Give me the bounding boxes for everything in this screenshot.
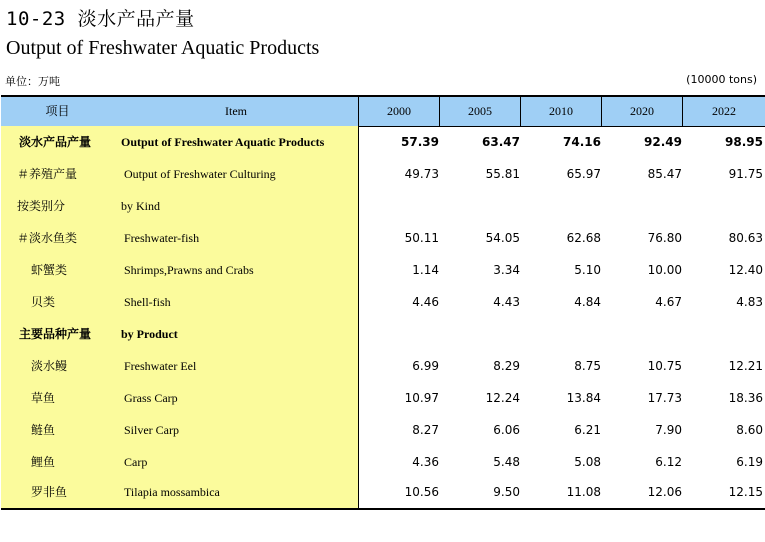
cell-2022: 12.21: [728, 359, 763, 373]
row-label-cn: 贝类: [31, 295, 56, 309]
cell-2005: 6.06: [493, 423, 520, 437]
row-label-en: Output of Freshwater Aquatic Products: [121, 135, 325, 149]
table-row: [1, 446, 765, 478]
cell-2000: 4.46: [412, 295, 439, 309]
table-row: [1, 254, 765, 286]
table-header-row: [1, 97, 765, 127]
unit-label-cn: 单位：万吨: [5, 75, 60, 88]
table-row: [1, 158, 765, 190]
cell-2010: 62.68: [566, 231, 601, 245]
header-cell-2020: 2020: [602, 97, 683, 126]
cell-2010: 11.08: [566, 485, 601, 499]
table-row: [1, 382, 765, 414]
row-label-en: Tilapia mossambica: [124, 485, 220, 499]
cell-2020: 4.67: [655, 295, 682, 309]
cell-2005: 5.48: [493, 455, 520, 469]
cell-2022: 8.60: [736, 423, 763, 437]
row-label-cn: 虾蟹类: [31, 263, 68, 277]
cell-2000: 10.56: [404, 485, 439, 499]
cell-2022: 6.19: [736, 455, 763, 469]
header-cell-2005: 2005: [440, 97, 521, 126]
row-label-cn: 主要品种产量: [19, 327, 92, 341]
row-label-en: Carp: [124, 455, 148, 469]
row-label-cn: 按类别分: [17, 199, 66, 213]
cell-2010: 65.97: [566, 167, 601, 181]
header-cell-item-en: Item: [114, 97, 359, 126]
table-title-cn: 10-23 淡水产品产量: [6, 8, 195, 30]
cell-2022: 98.95: [725, 135, 763, 149]
cell-2010: 5.08: [574, 455, 601, 469]
row-label-en: Silver Carp: [124, 423, 179, 437]
cell-2022: 18.36: [728, 391, 763, 405]
row-label-en: Output of Freshwater Culturing: [124, 167, 276, 181]
cell-2000: 6.99: [412, 359, 439, 373]
row-label-cn: 淡水产品产量: [19, 135, 92, 149]
row-label-cn: 鲤鱼: [31, 455, 56, 469]
row-label-cn: 鲢鱼: [31, 423, 56, 437]
cell-2005: 54.05: [485, 231, 520, 245]
header-cell-item-cn: 项目: [45, 104, 70, 118]
cell-2022: 80.63: [728, 231, 763, 245]
table-row: [1, 350, 765, 382]
cell-2022: 12.15: [728, 485, 763, 499]
cell-2022: 4.83: [736, 295, 763, 309]
cell-2020: 12.06: [647, 485, 682, 499]
row-label-en: Shrimps,Prawns and Crabs: [124, 263, 254, 277]
row-label-cn: ＃淡水鱼类: [17, 231, 78, 245]
cell-2000: 49.73: [404, 167, 439, 181]
cell-2005: 12.24: [485, 391, 520, 405]
header-cell-2000: 2000: [359, 97, 440, 126]
cell-2020: 6.12: [655, 455, 682, 469]
cell-2022: 12.40: [728, 263, 763, 277]
table-row: [1, 222, 765, 254]
row-label-cn: 罗非鱼: [31, 485, 68, 499]
cell-2020: 17.73: [647, 391, 682, 405]
cell-2020: 76.80: [647, 231, 682, 245]
cell-2010: 5.10: [574, 263, 601, 277]
cell-2005: 4.43: [493, 295, 520, 309]
row-label-cn: 淡水鳗: [31, 359, 68, 373]
cell-2000: 4.36: [412, 455, 439, 469]
cell-2020: 85.47: [647, 167, 682, 181]
table-row: [1, 318, 765, 350]
table-row: [1, 286, 765, 318]
cell-2010: 8.75: [574, 359, 601, 373]
row-label-en: Grass Carp: [124, 391, 178, 405]
cell-2005: 8.29: [493, 359, 520, 373]
cell-2000: 50.11: [404, 231, 439, 245]
row-label-en: by Kind: [121, 199, 160, 213]
cell-2000: 1.14: [412, 263, 439, 277]
row-label-en: Freshwater-fish: [124, 231, 200, 245]
row-label-cn: ＃养殖产量: [17, 167, 78, 181]
table-title-en: Output of Freshwater Aquatic Products: [6, 37, 320, 59]
row-label-en: Freshwater Eel: [124, 359, 197, 373]
table-row: [1, 126, 765, 158]
table-row: [1, 476, 765, 508]
cell-2020: 7.90: [655, 423, 682, 437]
row-label-en: Shell-fish: [124, 295, 171, 309]
cell-2005: 3.34: [493, 263, 520, 277]
table-row: [1, 190, 765, 222]
cell-2010: 6.21: [574, 423, 601, 437]
cell-2010: 13.84: [566, 391, 601, 405]
table-row: [1, 414, 765, 446]
cell-2010: 74.16: [563, 135, 601, 149]
cell-2020: 92.49: [644, 135, 682, 149]
header-cell-2022: 2022: [712, 104, 736, 118]
cell-2000: 10.97: [404, 391, 439, 405]
unit-label-en: (10000 tons): [686, 73, 757, 86]
cell-2005: 55.81: [485, 167, 520, 181]
cell-2010: 4.84: [574, 295, 601, 309]
table-bottom-rule: [1, 508, 765, 510]
row-label-en: by Product: [121, 327, 178, 341]
cell-2005: 63.47: [482, 135, 520, 149]
cell-2000: 57.39: [401, 135, 439, 149]
row-label-cn: 草鱼: [31, 391, 56, 405]
header-cell-2010: 2010: [521, 97, 602, 126]
cell-2005: 9.50: [493, 485, 520, 499]
cell-2022: 91.75: [728, 167, 763, 181]
cell-2000: 8.27: [412, 423, 439, 437]
cell-2020: 10.00: [647, 263, 682, 277]
cell-2020: 10.75: [647, 359, 682, 373]
